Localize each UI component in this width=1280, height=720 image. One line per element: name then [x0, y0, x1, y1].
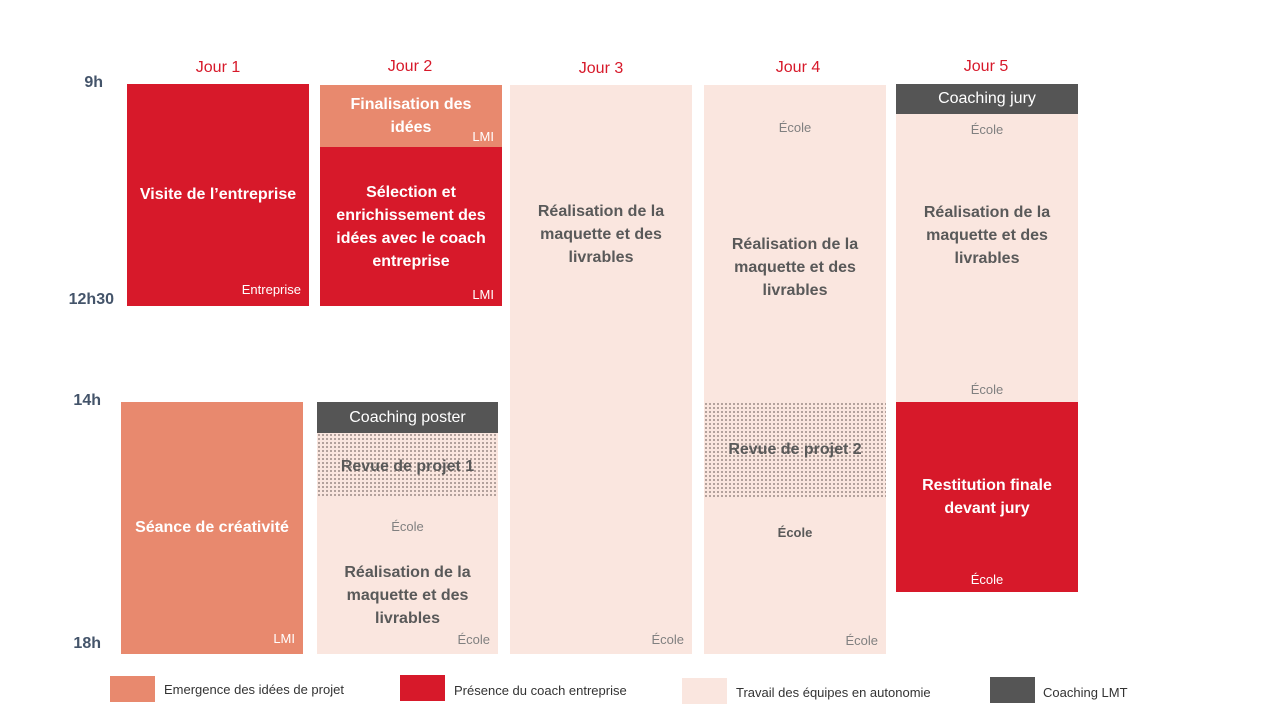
legend-label-emergence: Emergence des idées de projet	[164, 682, 344, 697]
block-d2-finalisation	[320, 85, 502, 147]
block-title: Réalisation de la maquette et des livrables	[537, 203, 665, 266]
block-tag: École	[970, 382, 1004, 397]
block-title: Finalisation des idées	[350, 96, 472, 136]
block-tag: École	[970, 572, 1004, 587]
block-title: Sélection et enrichissement des idées avec le coach entreprise	[336, 184, 486, 270]
block-title: Séance de créativité	[135, 519, 289, 536]
block-d4-review	[704, 402, 886, 498]
block-tag: École	[457, 632, 490, 647]
block-tag: École	[845, 633, 878, 648]
block-tag-top: École	[778, 120, 812, 135]
block-d2-selection	[320, 147, 502, 306]
block-d4-school	[704, 498, 886, 654]
block-d4-work	[704, 85, 886, 402]
block-d1-creativity	[121, 402, 303, 654]
block-tag: LMI	[472, 129, 494, 144]
block-title: Visite de l’entreprise	[139, 186, 297, 203]
block-title: Restitution finale devant jury	[922, 477, 1052, 517]
time-label-18h: 18h	[73, 635, 101, 652]
legend-label-autonomy: Travail des équipes en autonomie	[736, 685, 931, 700]
time-label-9h: 9h	[84, 74, 103, 91]
block-d3-work	[510, 85, 692, 654]
block-d5-coaching-jury	[896, 84, 1078, 114]
legend-swatch-coach	[400, 675, 445, 701]
block-tag: École	[651, 632, 684, 647]
block-d1-visit	[127, 84, 309, 306]
day-header-4: Jour 4	[775, 59, 821, 76]
day-header-5: Jour 5	[963, 58, 1009, 75]
day-header-2: Jour 2	[387, 58, 433, 75]
block-tag-top: École	[391, 519, 424, 534]
block-d5-work	[896, 114, 1078, 402]
block-tag-mid: École	[777, 525, 813, 540]
block-tag-top: École	[970, 122, 1004, 137]
legend-swatch-emergence	[110, 676, 155, 702]
block-title: Revue de projet 1	[340, 458, 475, 475]
block-d2-review	[317, 433, 498, 497]
block-tag: LMI	[472, 287, 494, 302]
block-title: Coaching jury	[938, 90, 1036, 107]
day-header-1: Jour 1	[195, 59, 241, 76]
legend-swatch-coaching	[990, 677, 1035, 703]
block-tag: LMI	[273, 631, 295, 646]
time-label-14h: 14h	[73, 392, 101, 409]
block-title: Réalisation de la maquette et des livrables	[344, 564, 471, 627]
legend-label-coaching: Coaching LMT	[1043, 685, 1128, 700]
time-label-12h30: 12h30	[68, 291, 114, 308]
block-d2-school	[317, 497, 498, 654]
block-title: Réalisation de la maquette et des livrables	[923, 204, 1051, 267]
block-title: Coaching poster	[349, 408, 466, 426]
block-title: Réalisation de la maquette et des livrables	[731, 236, 859, 299]
legend-label-coach: Présence du coach entreprise	[454, 683, 627, 698]
block-title: Revue de projet 2	[728, 441, 862, 458]
block-tag: Entreprise	[241, 282, 301, 297]
legend-swatch-autonomy	[682, 678, 727, 704]
day-header-3: Jour 3	[578, 60, 624, 77]
block-d5-final	[896, 402, 1078, 592]
block-d2-coaching-poster	[317, 402, 498, 433]
